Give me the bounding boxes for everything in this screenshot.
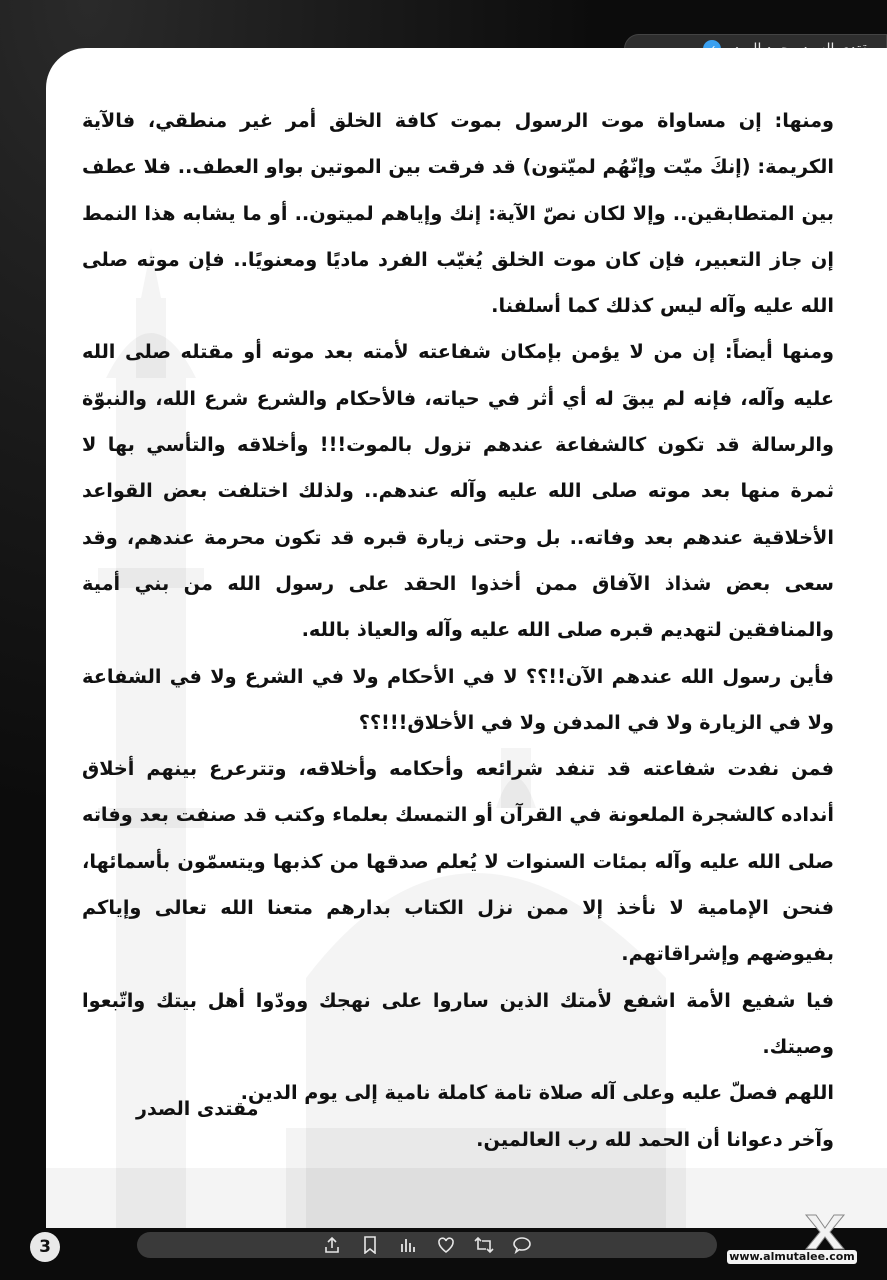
- paragraph: ومنها: إن مساواة موت الرسول بموت كافة الخلق أمر غير منطقي، فالآية الكريمة: (إنكَ ميّت وإنّهُم لميّتون) قد فرقت بين الموتين بواو العطف.. فلا عطف بين المتطابقين.. وإلا لكان نصّ الآية: إنك وإياهم لميتون.. أو ما يشابه هذا النمط إن جاز التعبير، فإن كان موت الخلق يُغيّب الفرد ماديًا ومعنويًا.. فإن موته صلى الله عليه وآله ليس كذلك كما أسلفنا.: [82, 109, 834, 318]
- action-bar: [137, 1232, 717, 1258]
- paragraph: فيا شفيع الأمة اشفع لأمتك الذين ساروا على نهجك وودّوا أهل بيتك واتّبعوا وصيتك.: [82, 988, 834, 1058]
- reply-icon[interactable]: [512, 1235, 532, 1255]
- paragraph: فمن نفدت شفاعته قد تنفد شرائعه وأحكامه وأخلاقه، وتترعرع بينهم أخلاق أنداده كالشجرة الملعونة في القرآن أو التمسك بعلماء وكتب قد صنفت بعد وفاته صلى الله عليه وآله بمئات السنوات لا يُعلم صدقها من كذبها ويتسمّون بأسمائها، فنحن الإمامية لا نأخذ إلا ممن نزل الكتاب بدارهم متعنا الله تعالى وإياكم بفيوضهم وإشراقاتهم.: [82, 757, 834, 966]
- paragraph: وآخر دعوانا أن الحمد لله رب العالمين.: [476, 1127, 834, 1151]
- views-icon[interactable]: [398, 1235, 418, 1255]
- share-icon[interactable]: [322, 1235, 342, 1255]
- retweet-icon[interactable]: [474, 1235, 494, 1255]
- signature: مقتدى الصدر: [136, 1098, 259, 1120]
- page-number: 3: [30, 1232, 60, 1262]
- document-page: [46, 48, 887, 1228]
- site-logo-icon: [800, 1212, 850, 1252]
- paragraph: فأين رسول الله عندهم الآن!!؟؟ لا في الأحكام ولا في الشرع ولا في الشفاعة ولا في الزيارة ولا في المدفن ولا في الأخلاق!!!؟؟: [82, 664, 834, 734]
- paragraph: ومنها أيضاً: إن من لا يؤمن بإمكان شفاعته لأمته بعد موته أو مقتله صلى الله عليه وآله، فإنه لم يبقَ له أي أثر في حياته، فالأحكام والشرع شرع الله، والنبوّة والرسالة قد تكون كالشفاعة عندهم تزول بالموت!!! وأخلاقه والتأسي بها لا ثمرة منها بعد موته صلى الله عليه وآله عندهم.. ولذلك اختلفت بعض القواعد الأخلاقية عندهم بعد وفاته.. بل وحتى زيارة قبره قد تكون محرمة عندهم، وقد سعى بعض شذاذ الآفاق ممن أخذوا الحقد على رسول الله من بني أمية والمنافقين لتهديم قبره صلى الله عليه وآله والعياذ بالله.: [82, 340, 834, 642]
- bookmark-icon[interactable]: [360, 1235, 380, 1255]
- paragraph: اللهم فصلّ عليه وعلى آله صلاة تامة كاملة نامية إلى يوم الدين.: [240, 1081, 834, 1105]
- article-body: [82, 98, 834, 1163]
- like-icon[interactable]: [436, 1235, 456, 1255]
- site-url: www.almutalee.com: [727, 1250, 857, 1264]
